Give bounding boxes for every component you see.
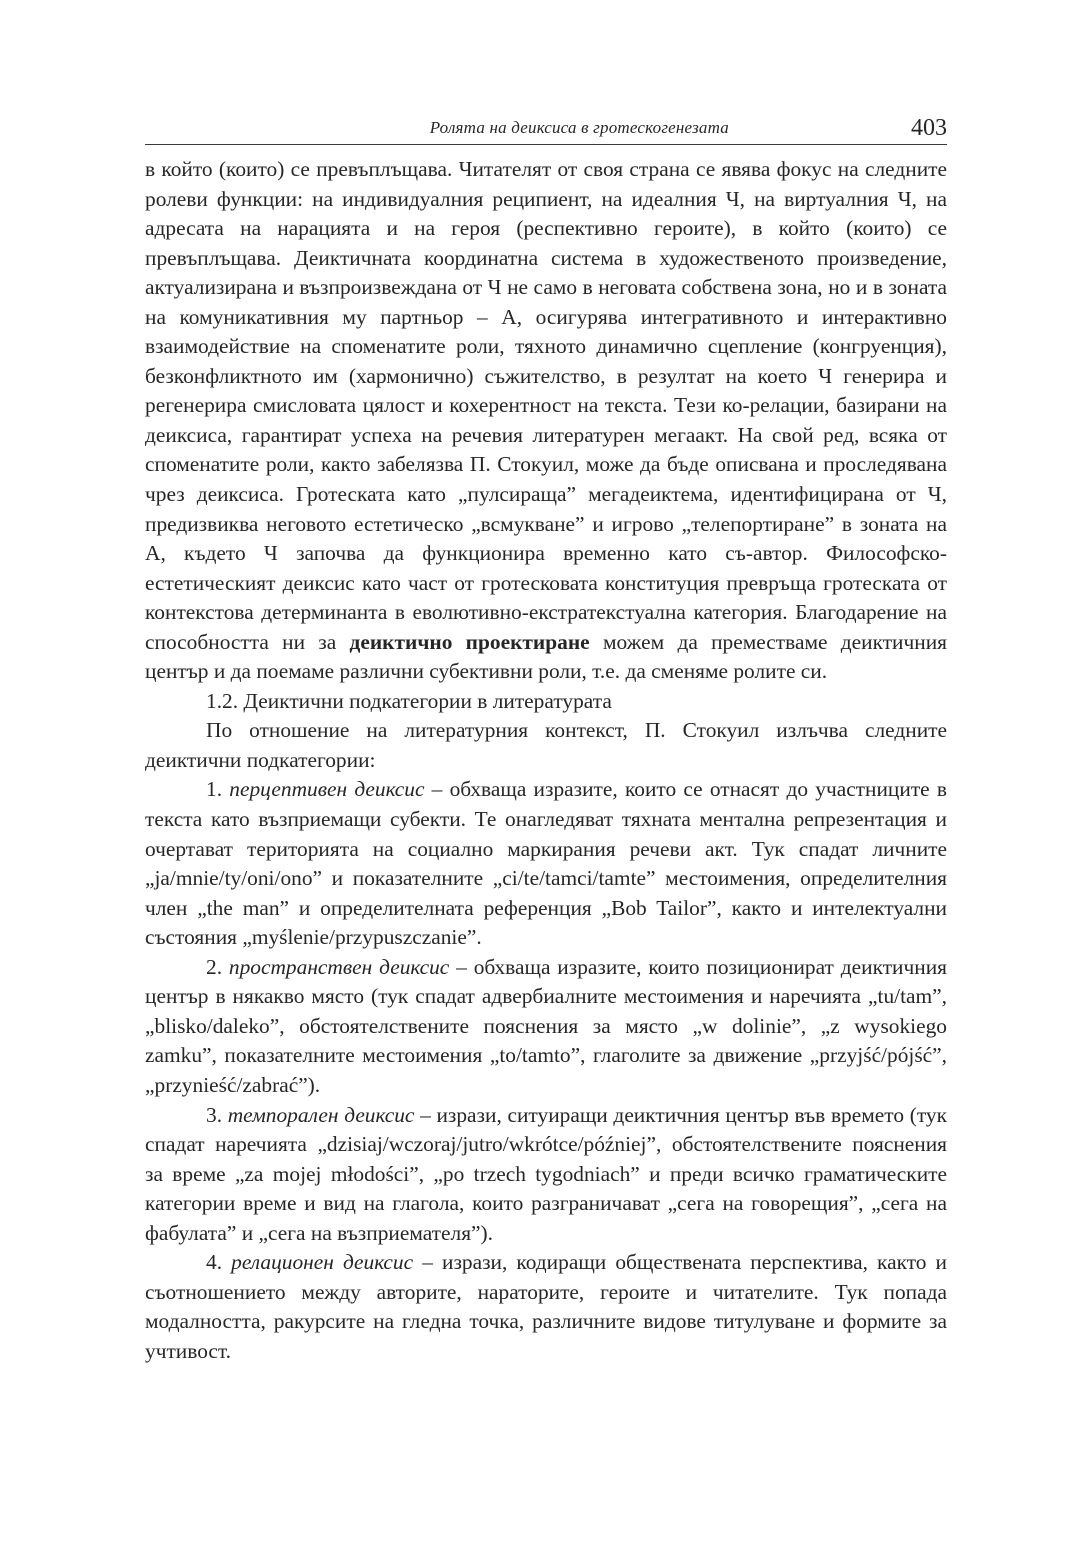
- page-number: 403: [911, 115, 947, 141]
- item-term: пространствен деиксис: [228, 954, 450, 979]
- list-item: [145, 775, 947, 952]
- item-term: перцептивен деиксис: [229, 777, 425, 802]
- item-text: – обхваща изразите, които се отнасят до участниците в текста като възприемащи субекти. Те онагледяват тяхната ментална репрезентация и очертават територията на социално маркирания речеви акт. Тук спадат личните „ja/mnie/ty/oni/ono” и показателните „ci/te/tamci/tamte” местоимения, определителния член „the man” и определителната референция „Bob Tailor”, както и интелектуални състояния „myślenie/przypuszczanie”.: [145, 777, 947, 950]
- paragraph-text: можем да преместваме деиктичния център и да поемаме различни субективни роли, т.е. да сменяме ролите си.: [145, 629, 947, 684]
- running-header: [145, 110, 947, 145]
- list-item: [145, 1101, 947, 1249]
- paragraph-continuation: [145, 155, 947, 687]
- body-text: [145, 155, 947, 1366]
- list-item: [145, 1248, 947, 1366]
- list-item: [145, 953, 947, 1101]
- item-number: 3.: [206, 1102, 228, 1127]
- item-term: релационен деиксис: [231, 1250, 414, 1275]
- paragraph-text: в който (които) се превъплъщава. Читателят от своя страна се явява фокус на следните ролеви функции: на индивидуалния реципиент, на идеалния Ч, на виртуалния Ч, на адресата на нарацията и на героя (респективно героите), в който (които) се превъплъщава. Деиктичната координатна система в художественото произведение, актуализирана и възпроизвеждана от Ч не само в неговата собствена зона, но и в зоната на комуникативния му партньор – А, осигурява интегративното и интерактивно взаимодействие на споменатите роли, тяхното динамично сцепление (конгруенция), безконфликтното им (хармонично) съжителство, в резултат на което Ч генерира и регенерира смисловата цялост и кохерентност на текста. Тези ко-релации, базирани на деиксиса, гарантират успеха на речевия литературен мегаакт. На свой ред, всяка от споменатите роли, както забелязва П. Стокуил, може да бъде описвана и проследявана чрез деиксиса. Гротеската като „пулсираща” мегадеиктема, идентифицирана от Ч, предизвиква неговото естетическо „всмукване” и игрово „телепортиране” в зоната на А, където Ч започва да функционира временно като съ-автор. Философско-естетическият деиксис като част от гротесковата конституция превръща гротеската от контекстова детерминанта в еволютивно-екстратекстуална категория. Благодарение на способността ни за: [145, 157, 947, 654]
- item-number: 2.: [206, 954, 229, 979]
- running-title: Ролята на деиксиса в гротескогенезата: [429, 118, 729, 137]
- item-term: темпорален деиксис: [227, 1102, 415, 1127]
- item-number: 1.: [206, 777, 230, 802]
- section-heading: 1.2. Деиктични подкатегории в литературата: [206, 688, 612, 713]
- item-text: – изрази, кодиращи обществената перспектива, както и съотношението между авторите, нараторите, героите и читателите. Тук попада модалността, ракурсите на гледна точка, различните видове титулуване и формите за учтивост.: [145, 1250, 947, 1363]
- intro-paragraph: По отношение на литературния контекст, П. Стокуил излъчва следните деиктични подкатегории:: [145, 718, 947, 772]
- item-text: – обхваща изразите, които позиционират деиктичния център в някакво място (тук спадат адвербиалните местоимения и наречията „tu/tam”, „blisko/daleko”, обстоятелствените пояснения за място „w dolinie”, „z wysokiego zamku”, показателните местоимения „to/tamto”, глаголите за движение „przyjść/pójść”, „przynieść/zabrać”).: [145, 954, 947, 1097]
- bold-term: деиктично проектиране: [349, 629, 590, 654]
- book-page: [145, 110, 947, 1366]
- item-number: 4.: [206, 1250, 232, 1275]
- item-text: – изрази, ситуиращи деиктичния център във времето (тук спадат наречията „dzisiaj/wczoraj/jutro/wkrótce/później”, обстоятелствените пояснения за време „za mojej młodości”, „po trzech tygodniach” и преди всичко граматическите категории време и вид на глагола, които разграничават „сега на говорещия”, „сега на фабулата” и „сега на възприемателя”).: [145, 1102, 947, 1245]
